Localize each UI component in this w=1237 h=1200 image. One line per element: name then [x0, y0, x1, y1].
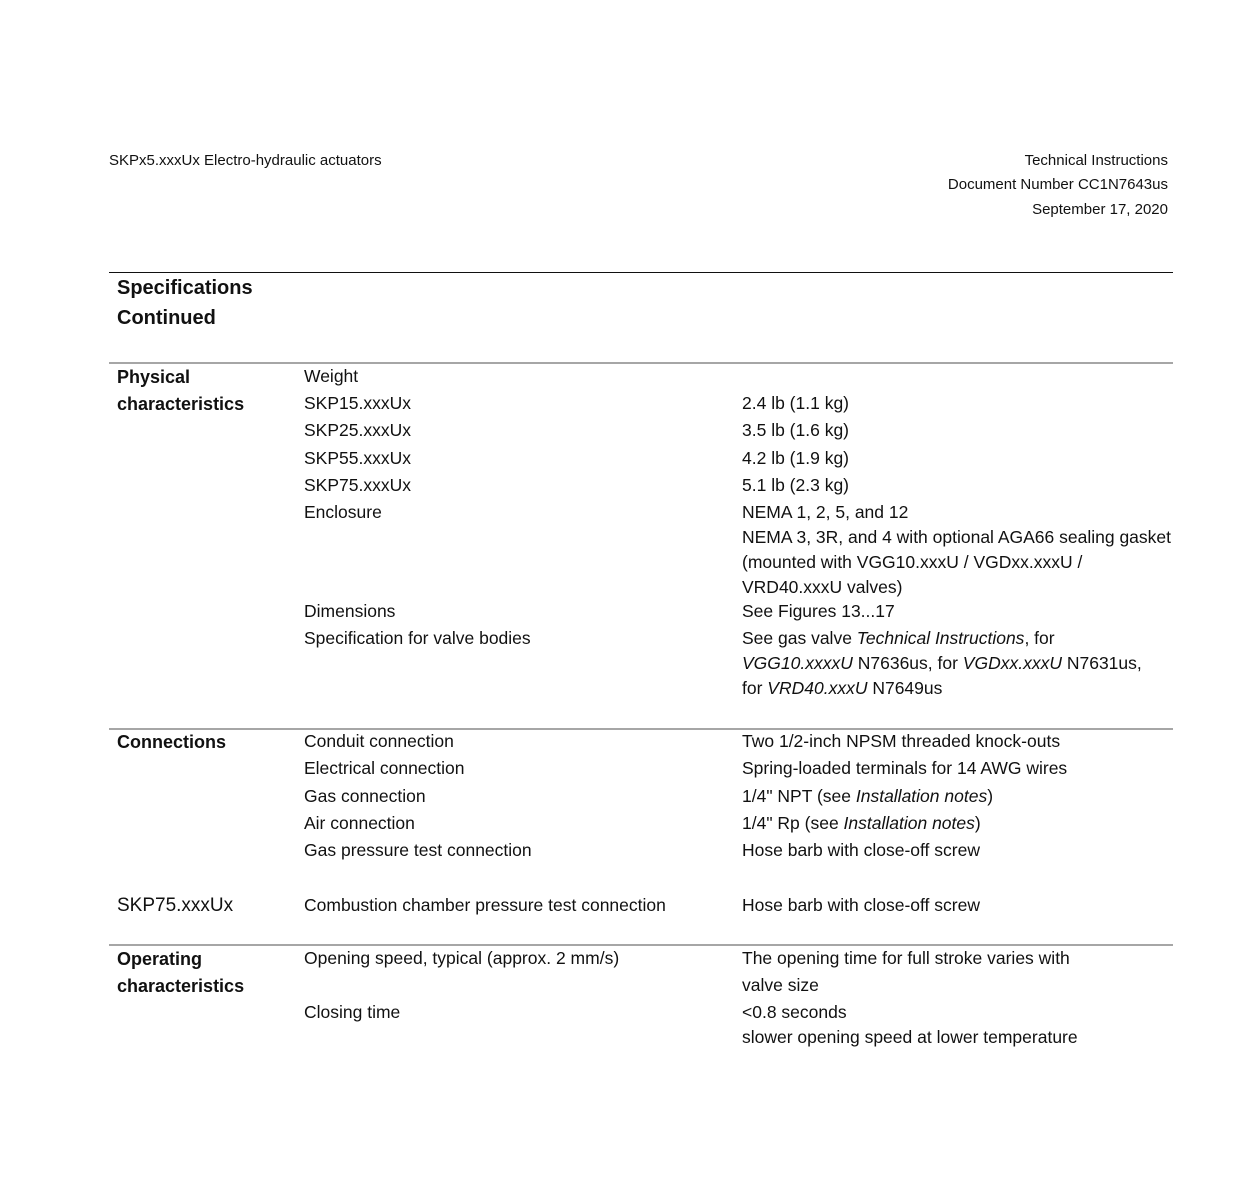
value-opening-speed: The opening time for full stroke varies with	[742, 948, 1070, 968]
value-electrical: Spring-loaded terminals for 14 AWG wires	[742, 758, 1068, 778]
document-date: September 17, 2020	[1032, 201, 1168, 218]
text: See gas valve	[742, 628, 857, 648]
param-opening-speed: Opening speed, typical (approx. 2 mm/s)	[304, 948, 620, 968]
value-air	[742, 810, 981, 837]
value-valve-bodies-spec	[742, 626, 1182, 701]
param-model: SKP75.xxxUx	[304, 475, 411, 495]
param-enclosure: Enclosure	[304, 502, 382, 522]
value-opening-speed-cont: valve size	[742, 975, 819, 995]
param-air: Air connection	[304, 813, 415, 833]
model-reference: VGDxx.xxxU	[962, 653, 1062, 673]
value-gas-pressure-test: Hose barb with close-off screw	[742, 840, 980, 860]
param-model: SKP15.xxxUx	[304, 393, 411, 413]
value-weight: 3.5 lb (1.6 kg)	[742, 420, 849, 440]
document-type: Technical Instructions	[1024, 152, 1168, 169]
doc-reference: Technical Instructions	[856, 628, 1025, 648]
sub-model-label: SKP75.xxxUx	[117, 895, 234, 916]
param-electrical: Electrical connection	[304, 758, 465, 778]
param-conduit: Conduit connection	[304, 731, 454, 751]
page-title-line1: Specifications	[117, 277, 253, 299]
value-weight: 2.4 lb (1.1 kg)	[742, 393, 849, 413]
value-combustion-chamber-test: Hose barb with close-off screw	[742, 895, 980, 915]
text: N7649us	[867, 678, 943, 698]
section-divider-physical	[109, 362, 1173, 364]
section-label: Operating	[117, 949, 203, 969]
text: 1/4" Rp (see	[742, 813, 844, 833]
value-enclosure-optional: NEMA 3, 3R, and 4 with optional AGA66 sealing gasket (mounted with VGG10.xxxU / VGDxx.xxxU / VRD40.xxxU valves)	[742, 527, 1172, 597]
value-conduit: Two 1/2-inch NPSM threaded knock-outs	[742, 731, 1061, 751]
document-number: Document Number CC1N7643us	[947, 176, 1168, 193]
text: , for	[1024, 628, 1055, 648]
text: N7636us, for	[852, 653, 963, 673]
section-label: Connections	[117, 732, 227, 752]
text: for	[742, 678, 768, 698]
model-reference: VGG10.xxxxU	[742, 653, 853, 673]
param-gas-pressure-test: Gas pressure test connection	[304, 840, 532, 860]
section-label: Physical	[117, 367, 191, 387]
value-enclosure: NEMA 1, 2, 5, and 12	[742, 502, 909, 522]
param-gas: Gas connection	[304, 786, 426, 806]
param-model: SKP25.xxxUx	[304, 420, 411, 440]
value-dimensions: See Figures 13...17	[742, 601, 895, 621]
text: 1/4" NPT (see	[742, 786, 856, 806]
value-weight: 5.1 lb (2.3 kg)	[742, 475, 849, 495]
param-valve-bodies-spec: Specification for valve bodies	[304, 628, 531, 648]
text: N7631us,	[1061, 653, 1142, 673]
section-label: characteristics	[117, 976, 245, 996]
page-title-line2: Continued	[117, 307, 216, 329]
text: )	[974, 813, 981, 833]
param-combustion-chamber-test: Combustion chamber pressure test connection	[304, 895, 666, 915]
installation-notes-reference: Installation notes	[855, 786, 988, 806]
value-closing-time: <0.8 seconds	[742, 1002, 847, 1022]
model-reference: VRD40.xxxU	[767, 678, 868, 698]
text: )	[987, 786, 994, 806]
top-divider	[109, 272, 1173, 273]
section-label: characteristics	[117, 394, 245, 414]
document-header-title: SKPx5.xxxUx Electro-hydraulic actuators	[109, 152, 382, 169]
param-dimensions: Dimensions	[304, 601, 396, 621]
value-closing-time-note: slower opening speed at lower temperature	[742, 1027, 1078, 1047]
value-weight: 4.2 lb (1.9 kg)	[742, 448, 849, 468]
param-weight: Weight	[304, 366, 359, 386]
param-closing-time: Closing time	[304, 1002, 401, 1022]
value-gas	[742, 783, 993, 810]
installation-notes-reference: Installation notes	[843, 813, 975, 833]
param-model: SKP55.xxxUx	[304, 448, 411, 468]
